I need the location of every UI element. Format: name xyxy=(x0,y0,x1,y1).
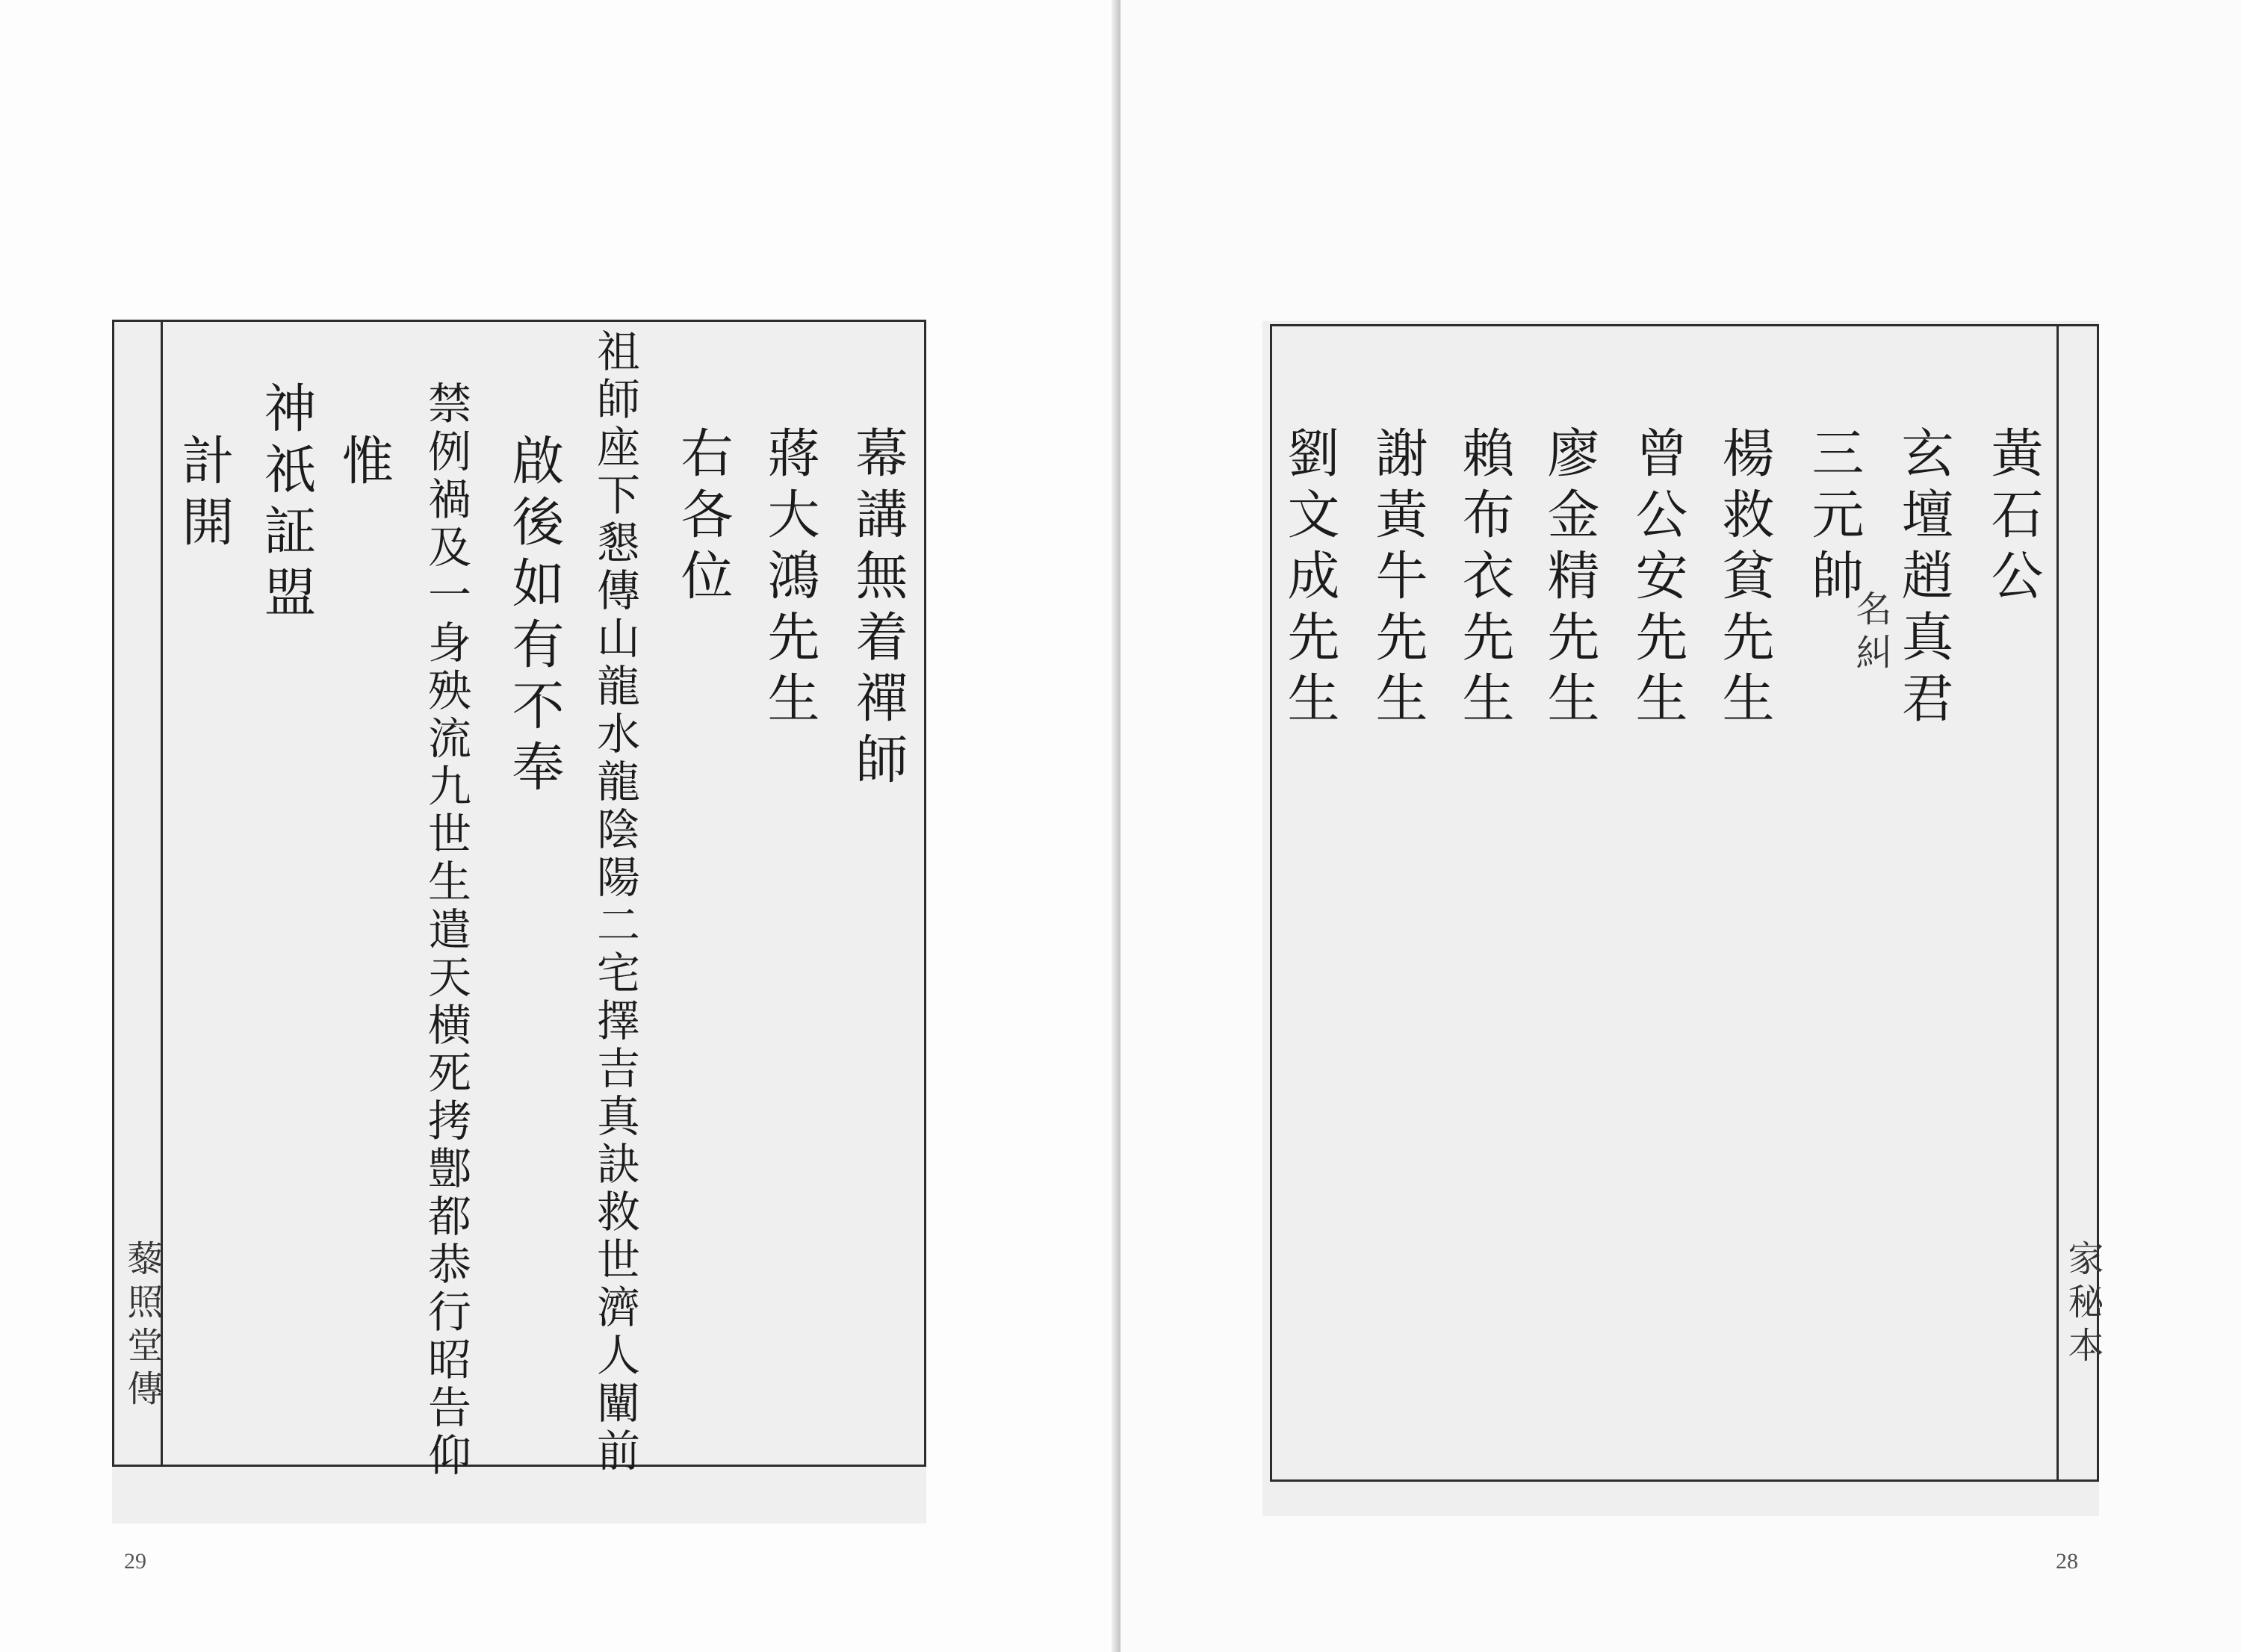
text-column-4: 楊救貧先生 xyxy=(1714,426,1775,732)
text-column-1: 黃石公 xyxy=(1983,426,2044,609)
text-column-4: 祖師座下懇傳山龍水龍陰陽二宅擇吉真訣救世濟人闡前 xyxy=(589,329,640,1476)
right-page xyxy=(1120,0,2241,1652)
page-number: 29 xyxy=(124,1549,146,1574)
text-column-1: 幕講無着禪師 xyxy=(847,426,908,793)
margin-label: 藜照堂傳 xyxy=(121,1240,163,1413)
text-column-6: 廖金精先生 xyxy=(1539,426,1600,732)
text-column-9: 計開 xyxy=(173,433,235,556)
page-number: 28 xyxy=(2056,1549,2078,1574)
text-column-5: 啟後如有不奉 xyxy=(503,433,565,801)
annotation: 名糾 xyxy=(1850,590,1891,677)
text-column-3: 右各位 xyxy=(672,426,734,609)
text-column-8: 謝黃牛先生 xyxy=(1367,426,1428,732)
text-column-5: 曾公安先生 xyxy=(1627,426,1688,732)
text-column-2: 玄壇趙真君 xyxy=(1893,426,1954,732)
text-column-6: 禁例禍及一身殃流九世生遣天横死拷鄷都恭行昭告仰 xyxy=(421,381,471,1480)
text-column-8: 神祇証盟 xyxy=(255,381,317,626)
frame-margin-line xyxy=(2056,326,2059,1479)
text-column-2: 蔣大鴻先生 xyxy=(759,426,820,732)
margin-label: 家秘本 xyxy=(2062,1240,2104,1370)
text-column-7: 惟 xyxy=(333,433,394,494)
text-column-7: 賴布衣先生 xyxy=(1454,426,1515,732)
text-column-9: 劉文成先生 xyxy=(1279,426,1340,732)
left-page xyxy=(0,0,1112,1652)
text-column-3: 三元帥 xyxy=(1803,426,1865,609)
